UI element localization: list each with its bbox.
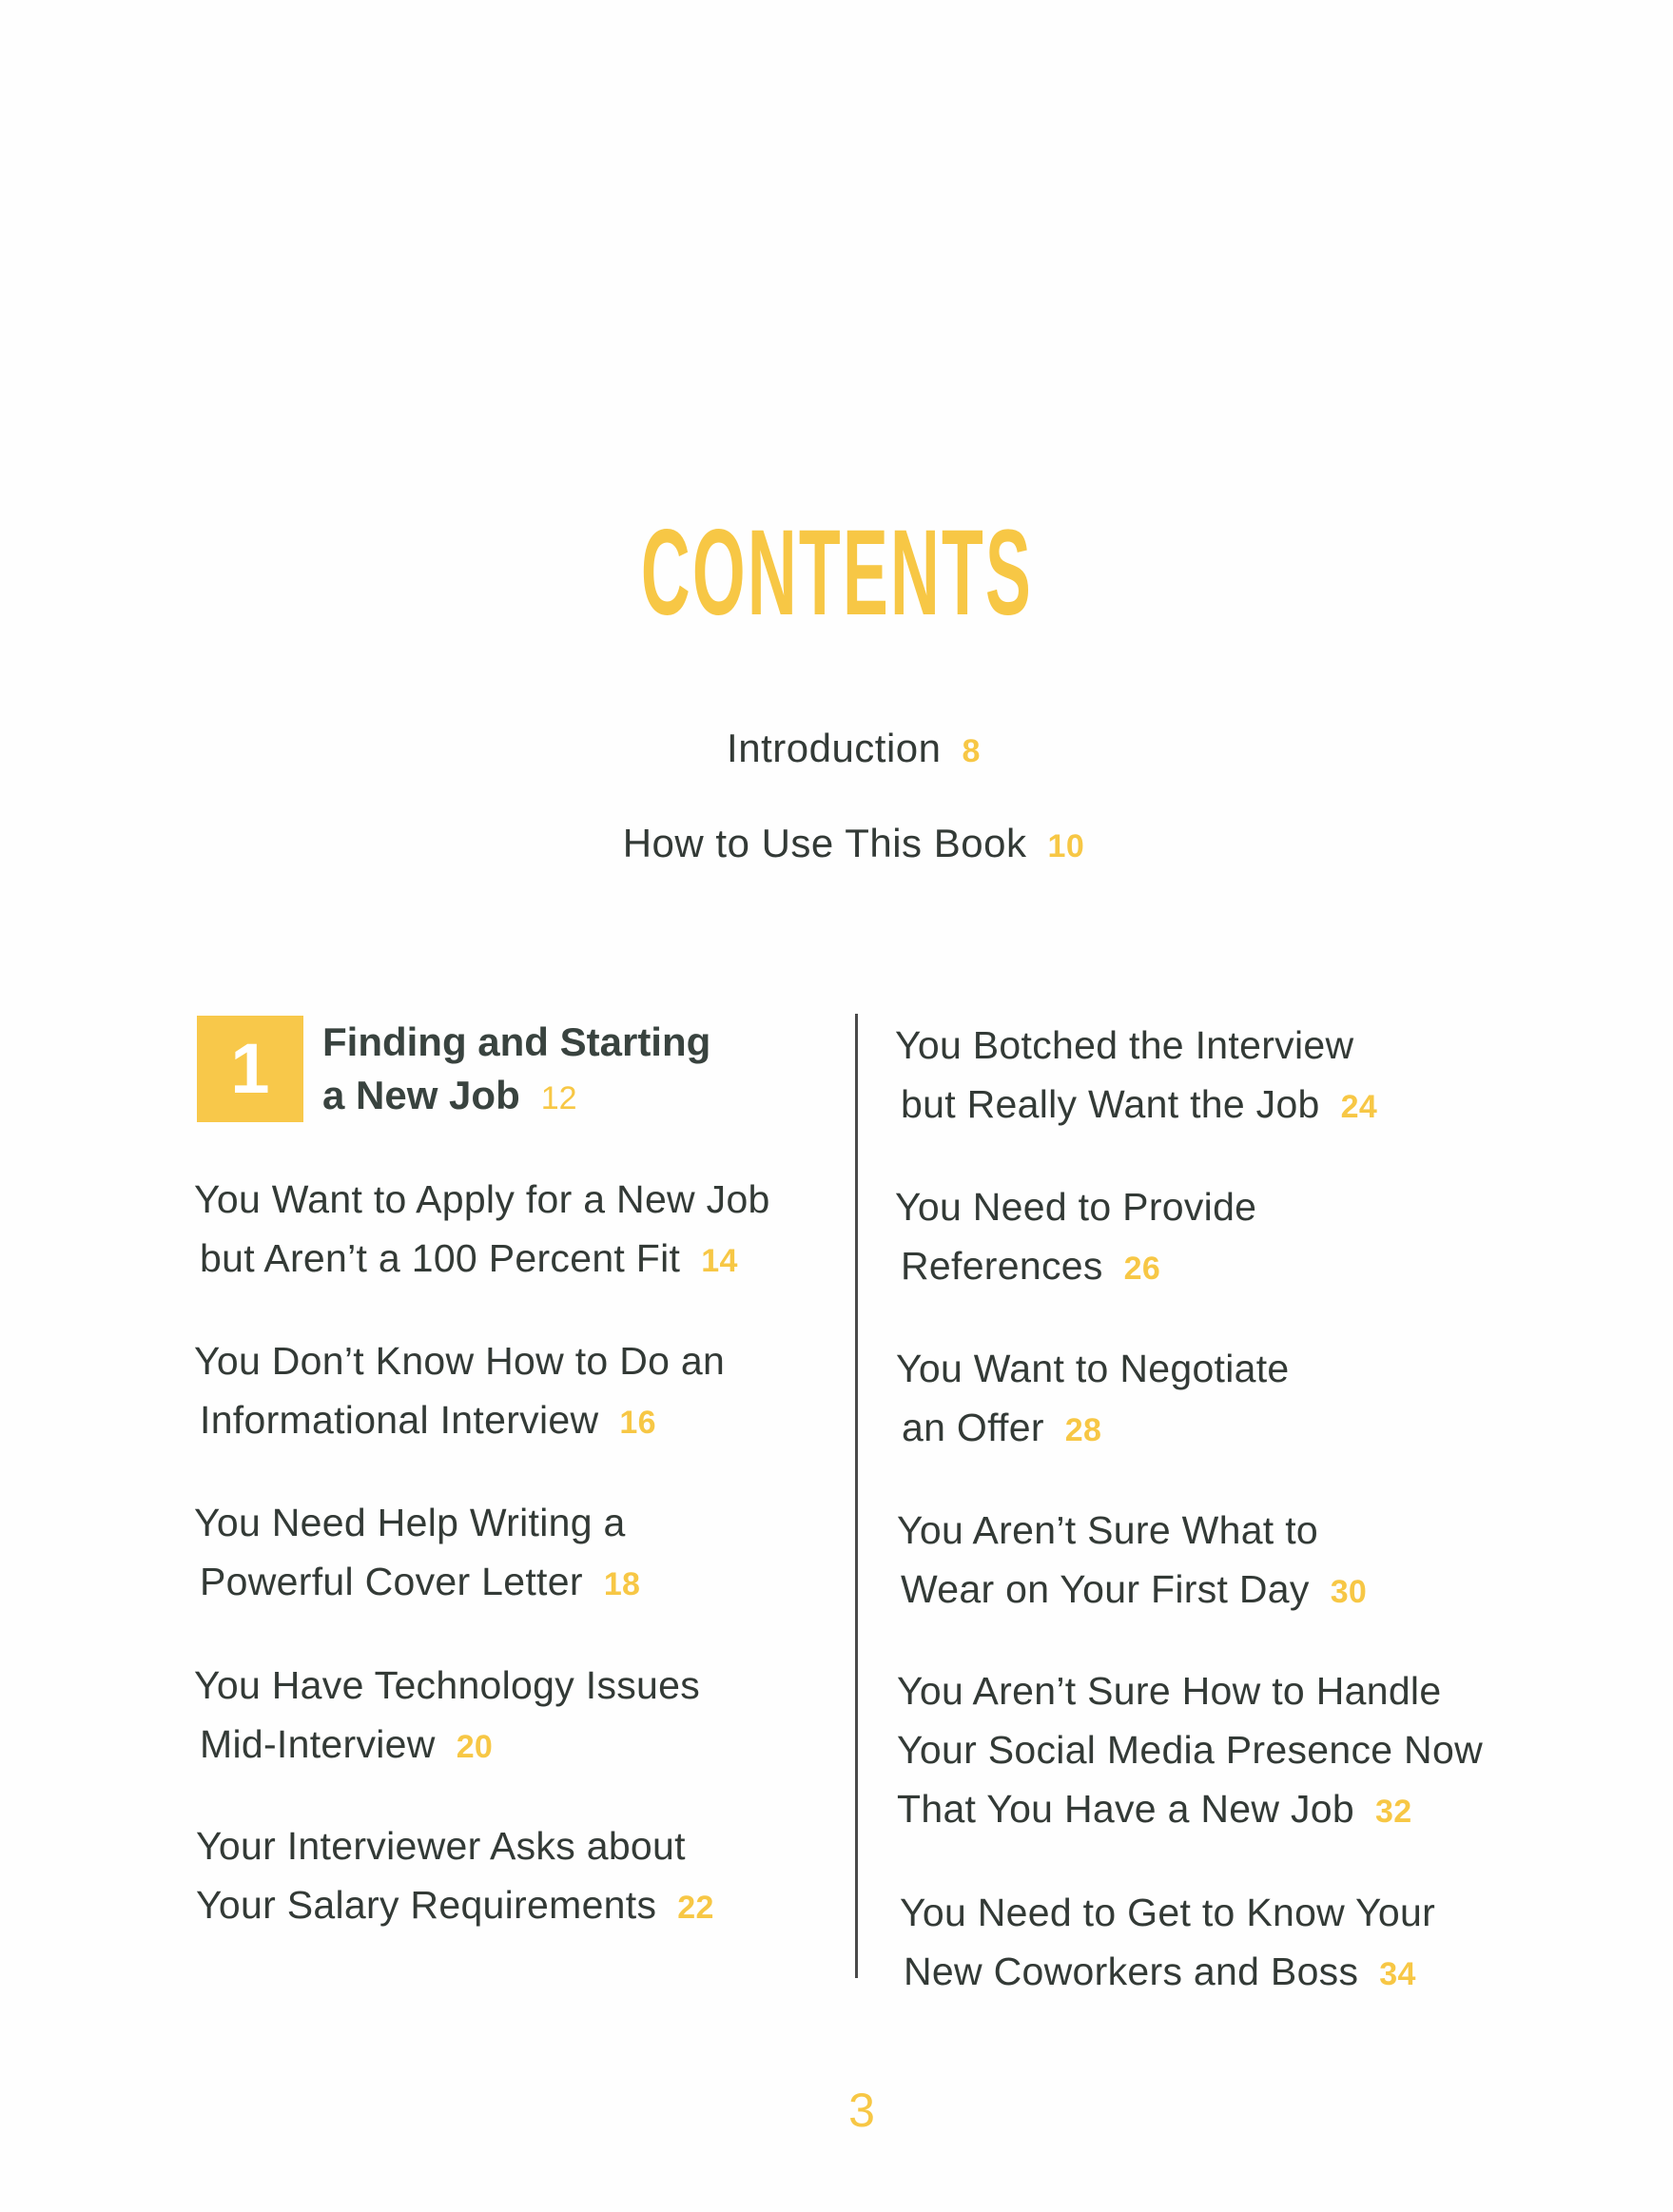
page-ref: 10 xyxy=(1047,828,1085,864)
page-ref: 34 xyxy=(1379,1956,1416,1992)
toc-entry[interactable] xyxy=(895,1177,1256,1298)
entry-line: but Really Want the Job xyxy=(901,1082,1320,1126)
entry-line: Mid-Interview xyxy=(200,1722,436,1766)
column-divider xyxy=(855,1014,858,1978)
page-ref: 12 xyxy=(540,1080,577,1116)
chapter-title-line: a New Job xyxy=(322,1073,520,1117)
entry-line: Informational Interview xyxy=(200,1398,599,1442)
toc-entry[interactable] xyxy=(196,1816,714,1937)
page-ref: 18 xyxy=(603,1566,641,1602)
entry-line: You Need to Provide xyxy=(895,1185,1257,1229)
entry-line: Powerful Cover Letter xyxy=(200,1560,583,1603)
entry-line: You Need to Get to Know Your xyxy=(900,1891,1436,1934)
toc-entry[interactable] xyxy=(895,1016,1377,1136)
entry-line: New Coworkers and Boss xyxy=(904,1950,1359,1993)
toc-entry[interactable] xyxy=(194,1493,640,1614)
entry-line: References xyxy=(901,1244,1103,1288)
entry-line: Your Social Media Presence Now xyxy=(897,1728,1483,1772)
chapter-heading[interactable] xyxy=(322,1016,710,1125)
entry-line: You Don’t Know How to Do an xyxy=(194,1339,726,1383)
toc-entry[interactable] xyxy=(896,1339,1290,1460)
entry-line: Your Interviewer Asks about xyxy=(196,1824,686,1868)
chapter-title-line: Finding and Starting xyxy=(322,1019,711,1064)
entry-line: Your Salary Requirements xyxy=(196,1883,657,1927)
entry-line: You Need Help Writing a xyxy=(194,1501,626,1544)
entry-line: You Want to Negotiate xyxy=(896,1347,1290,1390)
entry-label: How to Use This Book xyxy=(622,821,1027,865)
page-ref: 22 xyxy=(677,1890,714,1926)
toc-entry[interactable] xyxy=(897,1661,1483,1841)
toc-entry[interactable] xyxy=(194,1331,725,1452)
toc-entry-how-to-use[interactable] xyxy=(0,820,1673,870)
page-ref: 8 xyxy=(962,733,981,769)
toc-entry[interactable] xyxy=(194,1656,700,1776)
entry-line: You Have Technology Issues xyxy=(194,1663,701,1707)
entry-label: Introduction xyxy=(727,726,942,770)
entry-line: That You Have a New Job xyxy=(897,1787,1354,1831)
page-ref: 14 xyxy=(701,1243,738,1279)
entry-line: You Aren’t Sure What to xyxy=(897,1508,1318,1552)
entry-line: an Offer xyxy=(902,1406,1044,1449)
page-ref: 26 xyxy=(1123,1251,1161,1287)
page-ref: 24 xyxy=(1340,1089,1378,1125)
entry-line: You Want to Apply for a New Job xyxy=(194,1177,770,1221)
page-ref: 32 xyxy=(1374,1794,1412,1830)
entry-line: You Aren’t Sure How to Handle xyxy=(897,1669,1442,1713)
entry-line: but Aren’t a 100 Percent Fit xyxy=(200,1236,681,1280)
page-ref: 30 xyxy=(1330,1574,1368,1610)
entry-line: Wear on Your First Day xyxy=(901,1567,1310,1611)
toc-entry-introduction[interactable] xyxy=(0,725,1673,775)
page-ref: 16 xyxy=(619,1405,656,1441)
toc-entry[interactable] xyxy=(194,1170,770,1290)
chapter-number-badge: 1 xyxy=(197,1016,303,1122)
contents-title: CONTENTS xyxy=(640,505,1033,641)
toc-entry[interactable] xyxy=(897,1501,1367,1621)
page-ref: 28 xyxy=(1064,1412,1102,1448)
entry-line: You Botched the Interview xyxy=(895,1023,1354,1067)
toc-entry[interactable] xyxy=(900,1883,1435,2004)
page-ref: 20 xyxy=(456,1729,494,1765)
page-number: 3 xyxy=(848,2084,875,2137)
